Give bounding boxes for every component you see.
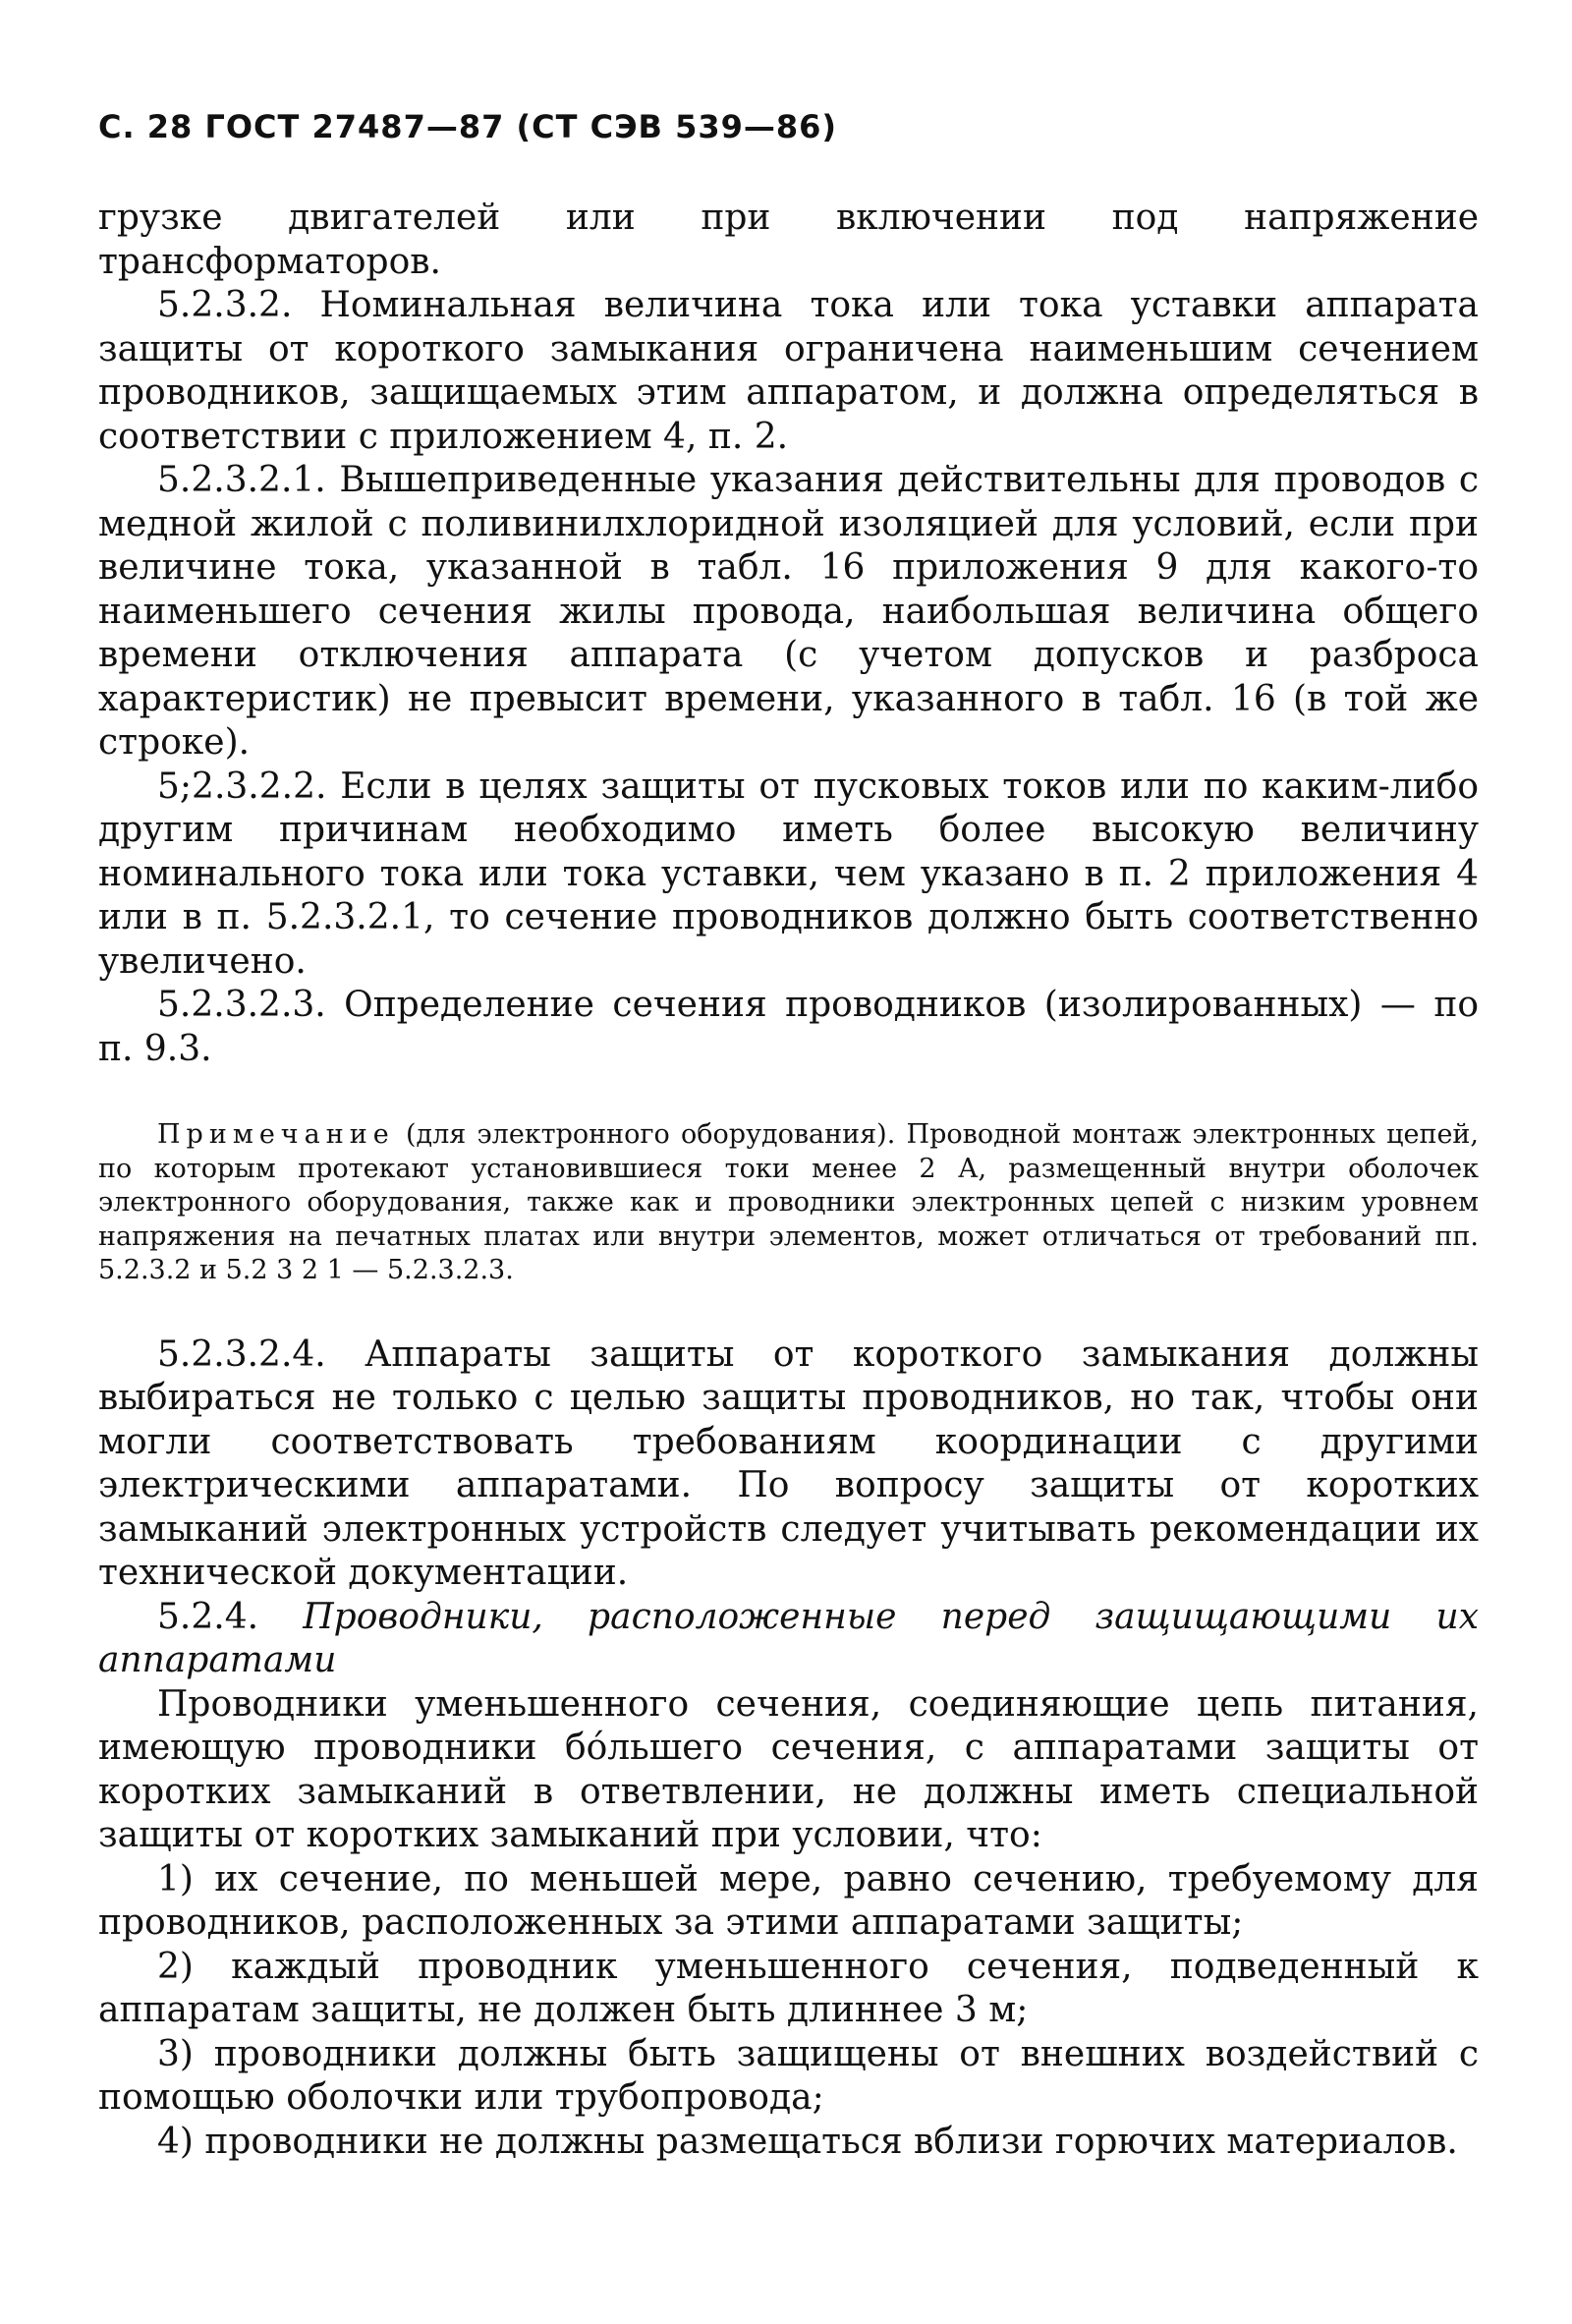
section-5-2-4-heading bbox=[98, 1596, 1479, 1683]
note bbox=[98, 1118, 1479, 1288]
paragraph-5-2-3-2: 5.2.3.2. Номинальная величина тока или тока уставки аппарата защиты от короткого замыкания ограничена наименьшим сечением проводников, защищаемых этим аппаратом, и должна определяться в соответствии с приложением 4, п. 2. bbox=[98, 285, 1479, 457]
running-head: С. 28 ГОСТ 27487—87 (СТ СЭВ 539—86) bbox=[98, 108, 838, 145]
paragraph-5-2-3-2-3: 5.2.3.2.3. Определение сечения проводников (изолированных) — по п. 9.3. bbox=[98, 985, 1479, 1069]
section-number: 5.2.4. bbox=[157, 1596, 259, 1637]
paragraph-5-2-3-2-4: 5.2.3.2.4. Аппараты защиты от короткого замыкания должны выбираться не только с целью защиты проводников, но так, чтобы они могли соответствовать требованиям координации с другими электрическими аппаратами. По вопросу защиты от коротких замыканий электронных устройств следует учитывать рекомендации их технической документации. bbox=[98, 1333, 1479, 1593]
paragraph-intro: грузке двигателей или при включении под напряжение трансформаторов. bbox=[98, 198, 1479, 282]
list-item: 1) их сечение, по меньшей мере, равно сечению, требуемому для проводников, расположенных за этими аппаратами защиты; bbox=[98, 1858, 1479, 1943]
paragraph-5-2-4-text: Проводники уменьшенного сечения, соединяющие цепь питания, имеющую проводники бóльшего сечения, с аппаратами защиты от коротких замыканий в ответвлении, не должны иметь специальной защиты от коротких замыканий при условии, что: bbox=[98, 1683, 1479, 1855]
document-page bbox=[98, 108, 1479, 2164]
note-text: (для электронного оборудования). Проводной монтаж электронных цепей, по которым протекают установившиеся токи менее 2 А, размещенный внутри оболочек электронного оборудования, также как и проводники электронных цепей с низким уровнем напряжения на печатных платах или внутри элементов, может отличаться от требований пп. 5.2.3.2 и 5.2 3 2 1 — 5.2.3.2.3. bbox=[98, 1119, 1479, 1285]
paragraph-5-2-3-2-1: 5.2.3.2.1. Вышеприведенные указания действительны для проводов с медной жилой с поливинилхлоридной изоляцией для условий, если при величине тока, указанной в табл. 16 приложения 9 для какого-то наименьшего сечения жилы провода, наибольшая величина общего времени отключения аппарата (с учетом допусков и разброса характеристик) не превысит времени, указанного в табл. 16 (в той же строке). bbox=[98, 460, 1479, 763]
paragraph-5-2-3-2-2: 5;2.3.2.2. Если в целях защиты от пусковых токов или по каким-либо другим причинам необходимо иметь более высокую величину номинального тока или тока уставки, чем указано в п. 2 приложения 4 или в п. 5.2.3.2.1, то сечение проводников должно быть соответственно увеличено. bbox=[98, 765, 1479, 982]
note-label: Примечание bbox=[157, 1119, 395, 1150]
list-item: 4) проводники не должны размещаться вблизи горючих материалов. bbox=[157, 2121, 1458, 2162]
section-title: Проводники, расположенные перед защищающими их аппаратами bbox=[98, 1596, 1479, 1680]
list-item: 3) проводники должны быть защищены от внешних воздействий с помощью оболочки или трубопровода; bbox=[98, 2033, 1479, 2118]
list-item: 2) каждый проводник уменьшенного сечения, подведенный к аппаратам защиты, не должен быть длиннее 3 м; bbox=[98, 1946, 1479, 2030]
